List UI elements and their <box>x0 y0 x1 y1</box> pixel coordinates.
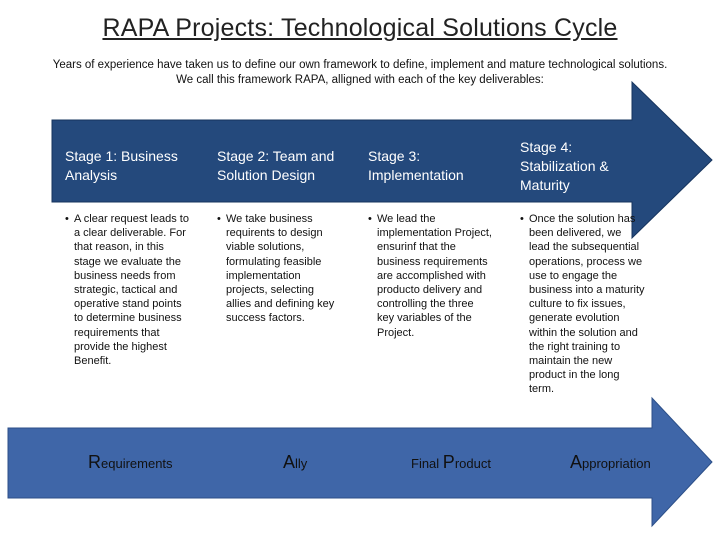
stage-3-title: Stage 3: Implementation <box>368 148 464 183</box>
stage-2-title: Stage 2: Team and Solution Design <box>217 148 335 183</box>
deliverable-requirements <box>88 452 173 473</box>
stage-3-text: • We lead the implementation Project, ensurinf that the business requirements are accomplished with producto delivery and controlling the three key variables of the Project. <box>368 212 493 340</box>
deliverable-requirements-initial: R <box>88 452 101 472</box>
stage-3-description <box>368 212 493 340</box>
stage-1-description <box>65 212 190 368</box>
subtitle-line-1: Years of experience have taken us to define our own framework to define, implement and mature technological solutions. <box>52 59 668 71</box>
stage-4-title: Stage 4: Stabilization & Maturity <box>520 138 609 193</box>
deliverable-final-product-initial: P <box>442 452 455 472</box>
deliverable-appropriation-initial: A <box>570 452 583 472</box>
deliverable-ally <box>283 452 307 473</box>
deliverable-appropriation-rest: ppropriation <box>582 456 651 471</box>
stage-2-description <box>217 212 342 326</box>
stage-1-title: Stage 1: Business Analysis <box>65 148 178 183</box>
deliverable-final-product <box>411 452 491 473</box>
stage-4-text: • Once the solution has been delivered, we lead the subsequential operations, process we use to engage the business into a maturity culture to fix issues, generate evolution within the solution and the right training to maintain the new product in the long term. <box>520 212 645 397</box>
deliverable-appropriation <box>570 452 651 473</box>
page-title: RAPA Projects: Technological Solutions Cycle <box>102 14 618 42</box>
stage-1-text: • A clear request leads to a clear deliverable. For that reason, in this stage we evaluate the business needs from strategic, tactical and operative stand points to determine business requirements that provide the highest Benefit. <box>65 212 190 368</box>
deliverable-ally-rest: lly <box>295 456 308 471</box>
deliverable-final-product-prefix: Final <box>411 456 443 471</box>
deliverable-ally-initial: A <box>283 452 296 472</box>
deliverable-final-product-rest: roduct <box>454 456 491 471</box>
deliverable-requirements-rest: equirements <box>101 456 173 471</box>
stage-4-description <box>520 212 645 397</box>
subtitle-line-2: We call this framework RAPA, alligned with each of the key deliverables: <box>176 74 544 86</box>
stage-2-text: • We take business requirents to design viable solutions, formulating feasible implementation projects, selecting allies and defining key success factors. <box>217 212 342 326</box>
